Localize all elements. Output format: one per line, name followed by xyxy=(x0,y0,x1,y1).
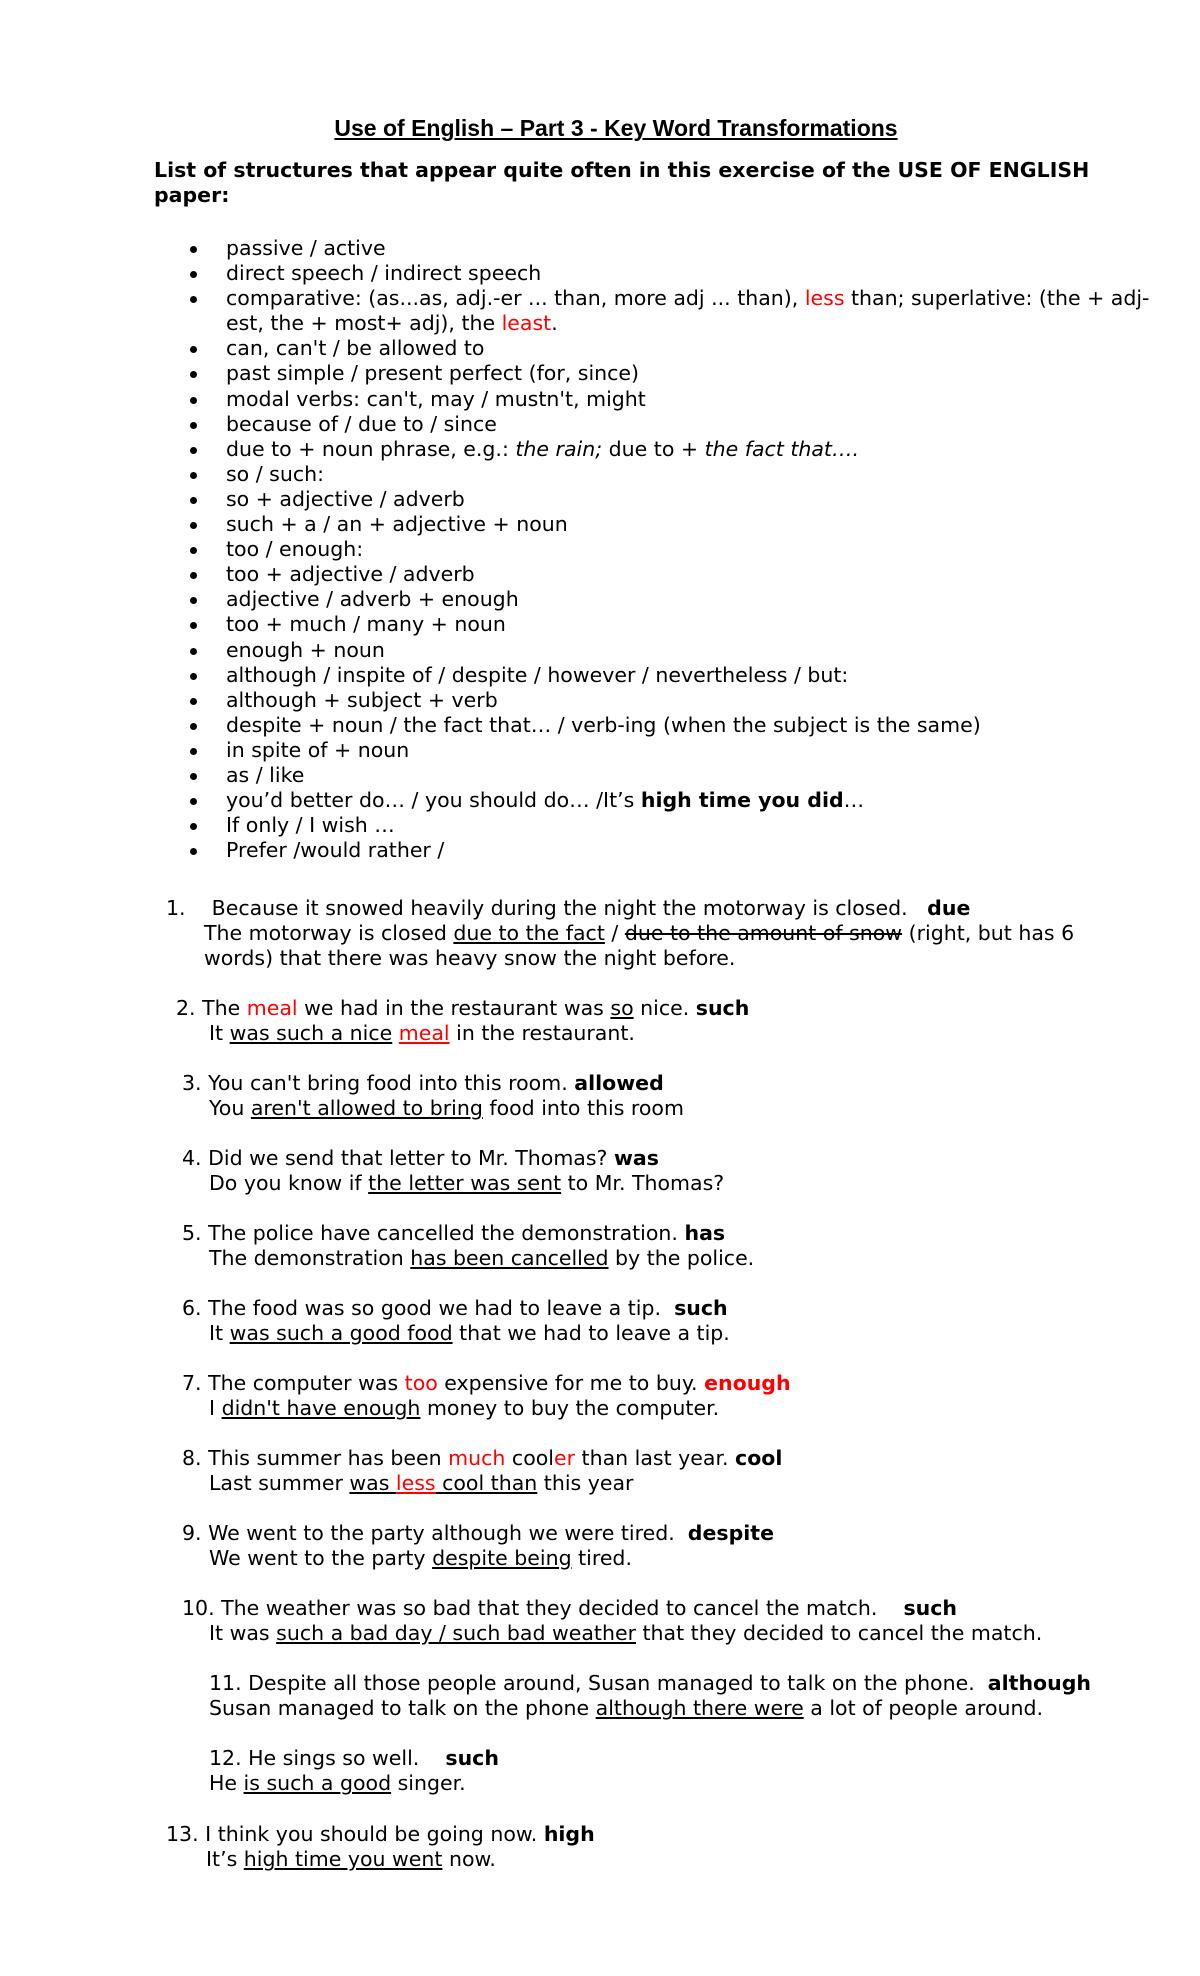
list-item xyxy=(226,286,1156,336)
key-word: cool xyxy=(735,1446,783,1470)
text: It was xyxy=(209,1621,277,1645)
text: due to + noun phrase, e.g.: xyxy=(226,436,516,461)
exercise-number: 2. xyxy=(176,996,196,1020)
exercise-question xyxy=(182,1146,1142,1171)
exercise-question xyxy=(166,1822,1126,1847)
list-item: too / enough: xyxy=(226,537,1156,562)
text: this year xyxy=(537,1471,634,1495)
highlight-meal: meal xyxy=(398,1021,450,1045)
exercise-10 xyxy=(182,1596,1142,1646)
list-item: If only / I wish … xyxy=(226,813,1156,838)
document-title: Use of English – Part 3 - Key Word Transformations xyxy=(334,115,898,141)
exercise-9 xyxy=(182,1521,1142,1571)
question-text: He sings so well. xyxy=(248,1746,420,1770)
key-word: despite xyxy=(687,1521,774,1545)
text: Do you know if xyxy=(209,1171,369,1195)
list-item xyxy=(226,788,1156,813)
exercise-question xyxy=(182,1596,1142,1621)
text: now. xyxy=(442,1847,496,1871)
text: a lot of people around. xyxy=(803,1696,1044,1720)
key-word: enough xyxy=(704,1371,791,1395)
text: expensive for me to buy. xyxy=(437,1371,698,1395)
exercise-2 xyxy=(176,996,1136,1046)
highlight-too: too xyxy=(404,1371,438,1395)
list-item: adjective / adverb + enough xyxy=(226,587,1156,612)
key-word: such xyxy=(903,1596,958,1620)
key-word: allowed xyxy=(574,1071,664,1095)
question-text: You can't bring food into this room. xyxy=(208,1071,568,1095)
text: in the restaurant. xyxy=(449,1021,635,1045)
answer-underlined: due to the fact xyxy=(453,921,605,945)
text: to Mr. Thomas? xyxy=(561,1171,725,1195)
answer-struck: due to the amount of snow xyxy=(624,921,903,945)
text: than; superlative: (the + adj-est, the + most+ adj), the xyxy=(226,286,1150,336)
answer-underlined: is such a good xyxy=(243,1771,392,1795)
text: This summer has been xyxy=(208,1446,449,1470)
exercise-3 xyxy=(182,1071,1142,1121)
text: I xyxy=(209,1396,222,1420)
text: due to + xyxy=(602,436,705,461)
question-text: The weather was so bad that they decided to cancel the match. xyxy=(221,1596,878,1620)
exercise-number: 7. xyxy=(182,1371,202,1395)
text: It’s xyxy=(206,1847,244,1871)
answer-underlined: aren't allowed to bring xyxy=(250,1096,483,1120)
text: food into this room xyxy=(482,1096,684,1120)
list-item: enough + noun xyxy=(226,638,1156,663)
exercise-answer xyxy=(176,1021,1136,1046)
exercise-answer xyxy=(209,1696,1169,1721)
exercise-number: 3. xyxy=(182,1071,202,1095)
exercise-answer xyxy=(182,1321,1142,1346)
text: nice. xyxy=(633,996,690,1020)
text: we had in the restaurant was xyxy=(297,996,611,1020)
text: that we had to leave a tip. xyxy=(452,1321,730,1345)
highlight-er: er xyxy=(553,1446,576,1470)
list-item: past simple / present perfect (for, since) xyxy=(226,361,1156,386)
answer-underlined: despite being xyxy=(432,1546,572,1570)
exercise-answer xyxy=(209,1771,1169,1796)
exercise-answer xyxy=(166,921,1126,946)
highlight-less: less xyxy=(804,286,845,311)
text: cool xyxy=(505,1446,554,1470)
question-text: The police have cancelled the demonstration. xyxy=(208,1221,678,1245)
text: by the police. xyxy=(608,1246,755,1270)
answer-underlined: the letter was sent xyxy=(368,1171,562,1195)
exercise-answer xyxy=(182,1096,1142,1121)
key-word: such xyxy=(695,996,750,1020)
highlight-less: less xyxy=(395,1471,436,1495)
exercise-answer-cont: words) that there was heavy snow the night before. xyxy=(204,946,736,970)
exercise-question xyxy=(182,1296,1142,1321)
question-text: Did we send that letter to Mr. Thomas? xyxy=(208,1146,608,1170)
question-text: Because it snowed heavily during the night the motorway is closed. xyxy=(211,896,908,920)
list-item: direct speech / indirect speech xyxy=(226,261,1156,286)
text: (right, but has 6 xyxy=(902,921,1075,945)
question-text: The food was so good we had to leave a tip. xyxy=(208,1296,662,1320)
list-item: in spite of + noun xyxy=(226,738,1156,763)
answer-underlined: was xyxy=(349,1471,396,1495)
exercise-8 xyxy=(182,1446,1142,1496)
text: Last summer xyxy=(209,1471,350,1495)
answer-underlined: has been cancelled xyxy=(410,1246,609,1270)
italic-example: the fact that…. xyxy=(704,436,859,461)
answer-underlined: was such a nice xyxy=(229,1021,393,1045)
exercise-number: 10. xyxy=(182,1596,215,1620)
exercise-answer xyxy=(166,1847,1126,1872)
exercise-answer xyxy=(182,1471,1142,1496)
key-word: such xyxy=(674,1296,728,1320)
list-item xyxy=(226,437,1156,462)
text: than last year. xyxy=(575,1446,729,1470)
exercise-number: 13. xyxy=(166,1822,199,1846)
exercise-answer xyxy=(182,1171,1142,1196)
text: Susan managed to talk on the phone xyxy=(209,1696,596,1720)
list-item: as / like xyxy=(226,763,1156,788)
list-item: so / such: xyxy=(226,462,1156,487)
intro-text: List of structures that appear quite often in this exercise of the USE OF ENGLISH paper: xyxy=(154,158,1090,207)
list-item: passive / active xyxy=(226,236,1156,261)
exercise-1 xyxy=(166,896,1126,971)
text: The demonstration xyxy=(209,1246,411,1270)
text: money to buy the computer. xyxy=(420,1396,720,1420)
list-item: although + subject + verb xyxy=(226,688,1156,713)
exercise-question xyxy=(182,1221,1142,1246)
exercise-question xyxy=(209,1746,1169,1771)
list-item: such + a / an + adjective + noun xyxy=(226,512,1156,537)
exercise-6 xyxy=(182,1296,1142,1346)
text: You xyxy=(209,1096,251,1120)
text: you’d better do… / you should do… /It’s xyxy=(226,788,641,813)
exercise-question xyxy=(182,1521,1142,1546)
text: … xyxy=(843,788,865,813)
text: that they decided to cancel the match. xyxy=(636,1621,1043,1645)
exercise-number: 6. xyxy=(182,1296,202,1320)
key-word: although xyxy=(987,1671,1091,1695)
exercise-number: 4. xyxy=(182,1146,202,1170)
underlined-word: so xyxy=(610,996,634,1020)
list-item: so + adjective / adverb xyxy=(226,487,1156,512)
text: . xyxy=(551,311,558,336)
exercise-number: 12. xyxy=(209,1746,242,1770)
highlight-least: least xyxy=(501,311,552,336)
list-item: because of / due to / since xyxy=(226,412,1156,437)
key-word: high xyxy=(543,1822,595,1846)
text: The xyxy=(202,996,247,1020)
exercise-7 xyxy=(182,1371,1142,1421)
exercise-4 xyxy=(182,1146,1142,1196)
exercise-number: 11. xyxy=(209,1671,242,1695)
exercise-number: 8. xyxy=(182,1446,202,1470)
list-item: modal verbs: can't, may / mustn't, might xyxy=(226,387,1156,412)
exercise-question xyxy=(182,1371,1142,1396)
exercise-answer xyxy=(182,1546,1142,1571)
list-item: can, can't / be allowed to xyxy=(226,336,1156,361)
italic-example: the rain; xyxy=(515,436,603,461)
exercise-question xyxy=(182,1446,1142,1471)
exercise-13 xyxy=(166,1822,1126,1872)
list-item: although / inspite of / despite / however / nevertheless / but: xyxy=(226,663,1156,688)
question-text: Despite all those people around, Susan managed to talk on the phone. xyxy=(248,1671,975,1695)
text: It xyxy=(209,1321,230,1345)
exercise-number: 5. xyxy=(182,1221,202,1245)
key-word: has xyxy=(684,1221,726,1245)
answer-underlined: such a bad day / such bad weather xyxy=(276,1621,636,1645)
question-text: We went to the party although we were tired. xyxy=(208,1521,675,1545)
list-item: despite + noun / the fact that… / verb-ing (when the subject is the same) xyxy=(226,713,1156,738)
text: It xyxy=(209,1021,230,1045)
key-word: due xyxy=(927,896,971,920)
highlight-much: much xyxy=(448,1446,506,1470)
list-item: too + adjective / adverb xyxy=(226,562,1156,587)
text: The motorway is closed xyxy=(204,921,454,945)
exercise-answer xyxy=(182,1246,1142,1271)
exercise-answer xyxy=(182,1396,1142,1421)
highlight-meal: meal xyxy=(246,996,298,1020)
exercise-number: 9. xyxy=(182,1521,202,1545)
text: He xyxy=(209,1771,244,1795)
answer-underlined: was such a good food xyxy=(229,1321,453,1345)
exercise-12 xyxy=(209,1746,1169,1796)
key-word: such xyxy=(445,1746,499,1770)
list-item: Prefer /would rather / xyxy=(226,838,1156,863)
text: comparative: (as...as, adj.-er ... than, more adj ... than), xyxy=(226,286,805,311)
exercise-number: 1. xyxy=(166,896,186,920)
answer-underlined: high time you went xyxy=(243,1847,443,1871)
text: The computer was xyxy=(208,1371,405,1395)
exercise-11 xyxy=(209,1671,1169,1721)
exercise-question xyxy=(182,1071,1142,1096)
text: tired. xyxy=(571,1546,632,1570)
exercise-answer xyxy=(182,1621,1142,1646)
text: singer. xyxy=(391,1771,466,1795)
structures-list xyxy=(226,236,1156,863)
bold-phrase: high time you did xyxy=(640,788,844,813)
exercise-question xyxy=(176,996,1136,1021)
text: / xyxy=(604,921,625,945)
key-word: was xyxy=(613,1146,659,1170)
answer-underlined: didn't have enough xyxy=(221,1396,421,1420)
list-item: too + much / many + noun xyxy=(226,612,1156,637)
answer-underlined: cool than xyxy=(435,1471,538,1495)
exercise-question xyxy=(209,1671,1169,1696)
answer-underlined: although there were xyxy=(595,1696,804,1720)
exercise-question xyxy=(166,896,1126,921)
exercise-5 xyxy=(182,1221,1142,1271)
text: We went to the party xyxy=(209,1546,433,1570)
question-text: I think you should be going now. xyxy=(205,1822,538,1846)
